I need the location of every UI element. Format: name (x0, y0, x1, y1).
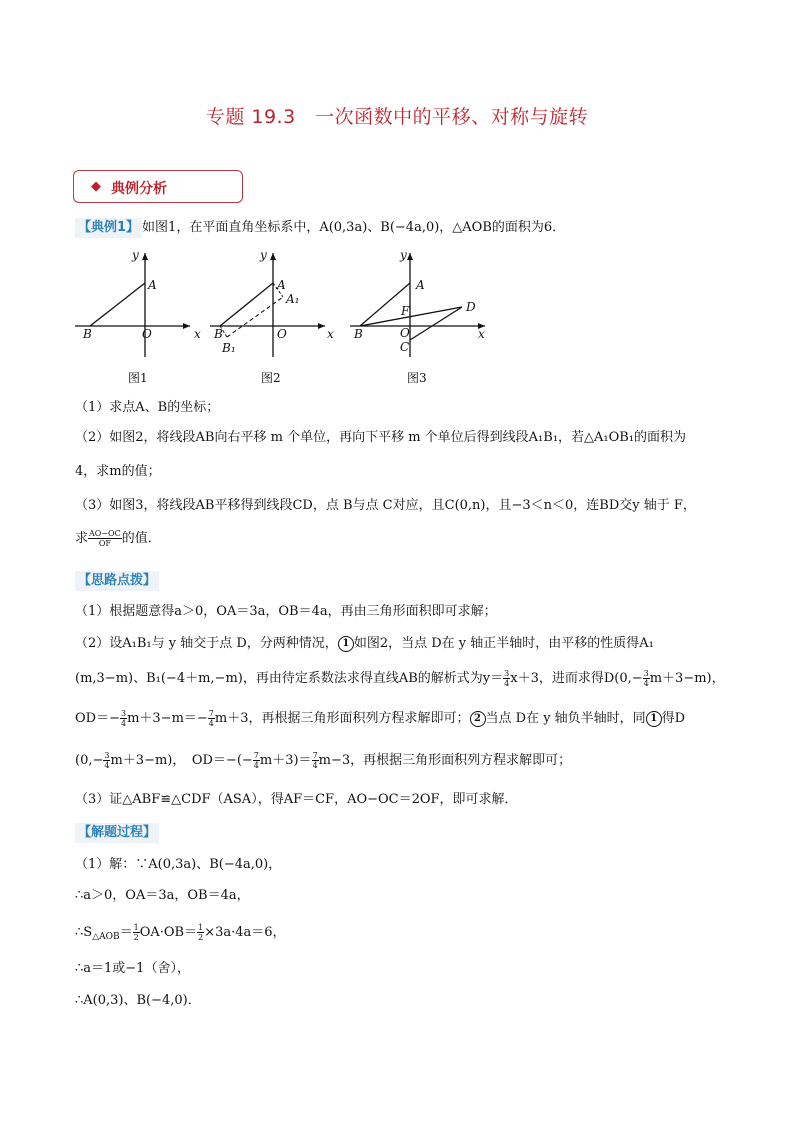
q3-suffix: 的值． (121, 531, 161, 546)
question-2-line-2: 4，求m的值； (75, 464, 161, 479)
example-text: 如图1，在平面直角坐标系中，A(0,3a)、B(−4a,0)，△AOB的面积为6． (142, 220, 566, 235)
diamond-icon: ◆ (91, 179, 101, 194)
fig2-a-label: A (277, 278, 286, 292)
circled-1b-icon: 1 (646, 711, 662, 727)
question-3-line-1: （3）如图3，将线段AB平移得到线段CD，点 B与点 C对应，且C(0,n)，且−3＜n＜0，连BD交y 轴于 F， (75, 498, 696, 513)
hint-fraction-d: $\frac{7}{4}$ (312, 751, 318, 770)
hint-heading (75, 571, 159, 591)
solution-line-5: ∴A(0,3)、B(−4,0)． (75, 993, 201, 1008)
q3-fraction: $\frac{AO-OC}{OF}$ (89, 529, 121, 548)
section-header (73, 170, 243, 203)
figure-3 (345, 245, 495, 385)
solution-line-4: ∴a＝1或−1（舍）， (75, 961, 190, 976)
fig2-o-label: O (277, 327, 287, 341)
fig1-x-label: x (194, 327, 201, 341)
page-title: 专题 19.3 一次函数中的平移、对称与旋转 (205, 106, 589, 128)
solution-heading (75, 823, 159, 843)
fig3-x-label: x (478, 327, 485, 341)
hint-line-4: OD＝− $\frac{3}{4}$ m＋3−m＝− $\frac{7}{4}$ m＋3，再根据三角形面积列方程求解即可； 2 当点 D在 y 轴负半轴时，同 1 得D (75, 709, 686, 728)
hint-fraction-a: $\frac{3}{4}$ (120, 709, 127, 728)
hint-fraction-c: $\frac{7}{4}$ (253, 751, 259, 770)
solution-line-1: （1）解：∵A(0,3a)、B(−4a,0)， (75, 857, 282, 872)
fig3-o-label: O (400, 326, 410, 340)
fig3-b-label: B (354, 327, 363, 341)
figure-1 (70, 245, 200, 385)
hint-tag: 【思路点拨】 (75, 571, 159, 591)
fig3-y-label: y (400, 248, 407, 262)
hint-line-5: (0,− $\frac{3}{4}$ m＋3−m)， OD＝−(− $\frac{7}{4}$ m＋3)＝ $\frac{7}{4}$ m−3，再根据三角形面积列方程求解即可； (75, 751, 572, 770)
fig2-a1-label: A₁ (286, 292, 300, 306)
fig2-y-label: y (260, 248, 267, 262)
hint-fraction-3-4: $\frac{3}{4}$ (504, 669, 510, 688)
hint-fraction-7-4: $\frac{7}{4}$ (208, 709, 214, 728)
fig1-o-label: O (142, 327, 152, 341)
hint-fraction-3-4-b: $\frac{3}{4}$ (643, 669, 649, 688)
solution-tag: 【解题过程】 (75, 823, 159, 843)
solution-line-3: $\therefore S_{\triangle AOB}=$ $\frac{1}{2}$ OA·OB＝ $\frac{1}{2}$ ×3a·4a＝6， (75, 923, 286, 942)
fig1-b-label: B (83, 327, 92, 341)
fig1-y-label: y (132, 248, 139, 262)
hint-line-3: (m,3−m)、B₁(−4＋m,−m)，再由待定系数法求得直线AB的解析式为y＝ $\frac{3}{4}$ x＋3，进而求得D(0,− $\frac{3}{4}$ m＋3−m)， (75, 669, 725, 688)
fig1-caption: 图1 (128, 371, 148, 385)
fig3-caption: 图3 (407, 371, 427, 385)
fig2-b-label: B (214, 327, 223, 341)
circled-1-icon: 1 (338, 636, 354, 652)
question-3-line-2 (75, 529, 161, 548)
section-label: 典例分析 (111, 181, 167, 197)
figure-2 (205, 245, 335, 385)
circled-2-icon: 2 (470, 711, 486, 727)
fig3-c-label: C (400, 340, 410, 354)
hint-line-6: （3）证△ABF≌△CDF（ASA），得AF＝CF，AO−OC＝2OF，即可求解． (75, 792, 518, 807)
question-2-line-1: （2）如图2，将线段AB向右平移 m 个单位，再向下平移 m 个单位后得到线段A₁B₁，若△A₁OB₁的面积为 (75, 430, 687, 445)
example-tag: 【典例1】 (75, 218, 142, 238)
solution-line-2: ∴a＞0，OA＝3a，OB＝4a， (75, 888, 250, 903)
fig1-a-label: A (148, 278, 157, 292)
hint-fraction-b: $\frac{3}{4}$ (104, 751, 110, 770)
q3-prefix: 求 (75, 531, 89, 546)
solution-fraction-1-2-b: $\frac{1}{2}$ (198, 923, 204, 942)
solution-fraction-1-2: $\frac{1}{2}$ (133, 923, 139, 942)
example-statement (75, 218, 565, 238)
fig3-f-label: F (401, 304, 410, 318)
fig2-caption: 图2 (261, 371, 281, 385)
fig2-x-label: x (327, 327, 334, 341)
fig2-b1-label: B₁ (222, 341, 236, 355)
hint-line-2: （2）设A₁B₁与 y 轴交于点 D，分两种情况， 1 如图2，当点 D在 y 轴正半轴时，由平移的性质得A₁ (75, 636, 654, 651)
fig3-a-label: A (416, 278, 425, 292)
fig3-d-label: D (466, 300, 476, 314)
question-1: （1）求点A、B的坐标； (75, 400, 220, 415)
hint-line-1: （1）根据题意得a＞0，OA＝3a，OB＝4a，再由三角形面积即可求解； (75, 604, 497, 619)
